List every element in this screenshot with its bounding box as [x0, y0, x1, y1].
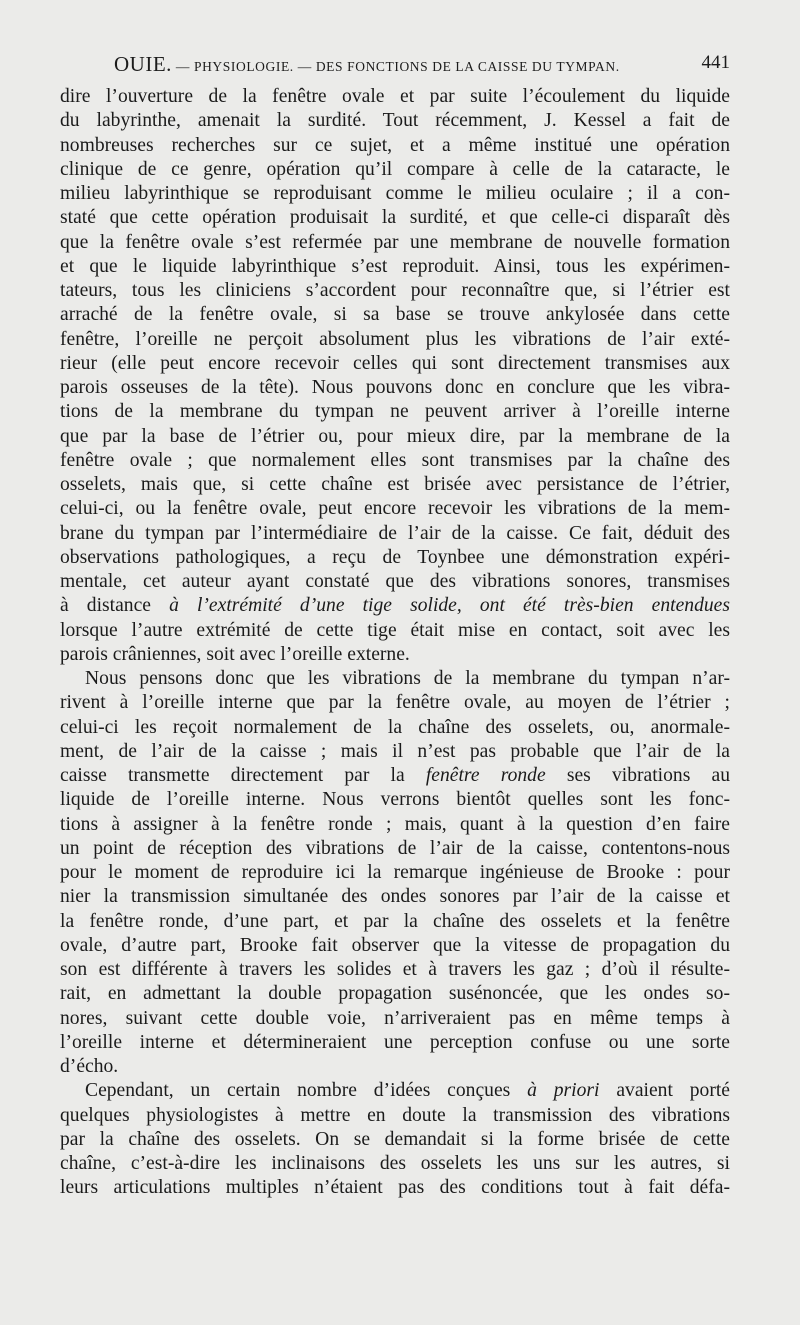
text-line: rait, en admettant la double propagation susénoncée, que les ondes so-	[60, 983, 730, 1005]
text-line: celui-ci, ou la fenêtre ovale, peut encore recevoir les vibrations de la mem-	[60, 498, 730, 520]
text-line: d’écho.	[60, 1056, 119, 1077]
text-line: observations pathologiques, a reçu de Toynbee une démonstration expéri-	[60, 546, 730, 568]
text-line: arraché de la fenêtre ovale, si sa base se trouve ankylosée dans cette	[60, 304, 730, 326]
text-line: nores, suivant cette double voie, n’arriveraient pas en même temps à	[60, 1007, 730, 1029]
text-line: milieu labyrinthique se reproduisant comme le milieu oculaire ; il a con-	[60, 183, 730, 204]
paragraph	[60, 85, 730, 667]
italic-term: à priori	[527, 1080, 600, 1102]
text-line: staté que cette opération produisait la surdité, et que celle-ci disparaît dès	[60, 207, 730, 229]
text-line: leurs articulations multiples n’étaient pas des conditions tout à fait défa-	[60, 1177, 730, 1199]
text-line: ment, de l’air de la caisse ; mais il n’est pas probable que l’air de la	[60, 740, 730, 762]
text-line: la fenêtre ronde, d’une part, et par la chaîne des osselets et la fenêtre	[60, 910, 730, 932]
page-number: 441	[701, 52, 730, 73]
running-head-chapter: — PHYSIOLOGIE. — DES FONCTIONS DE LA CAISSE DU TYMPAN.	[171, 59, 620, 74]
paragraph	[60, 1079, 730, 1200]
text-line: rivent à l’oreille interne que par la fenêtre ovale, au moyen de l’étrier ;	[60, 692, 730, 714]
italic-term: à l’extrémité d’une tige solide, ont été très-bien entendues	[150, 595, 730, 617]
text-line: à distance à l’extrémité d’une tige solide, ont été très-bien entendues	[60, 595, 730, 617]
text-line: chaîne, c’est-à-dire les inclinaisons des osselets les uns sur les autres, si	[60, 1153, 730, 1174]
text-line: tateurs, tous les cliniciens s’accordent pour reconnaître que, si l’étrier est	[60, 280, 730, 301]
text-line: un point de réception des vibrations de l’air de la caisse, contentons-nous	[60, 837, 730, 859]
text-line: Cependant, un certain nombre d’idées conçues à priori avaient porté	[85, 1080, 730, 1102]
running-head-title	[114, 52, 620, 77]
text-line: son est différente à travers les solides et à travers les gaz ; d’où il résulte-	[60, 959, 730, 980]
text-line: par la chaîne des osselets. On se demandait si la forme brisée de cette	[60, 1128, 730, 1150]
text-line: clinique de ce genre, opération qu’il compare à celle de la cataracte, le	[60, 158, 730, 180]
text-line: parois osseuses de la tête). Nous pouvons donc en conclure que les vibra-	[60, 377, 730, 398]
text-line: nier la transmission simultanée des ondes sonores par l’air de la caisse et	[60, 886, 730, 908]
text-line: l’oreille interne et détermineraient une perception confuse ou une sorte	[60, 1031, 730, 1053]
text-line: et que le liquide labyrinthique s’est reproduit. Ainsi, tous les expérimen-	[60, 255, 730, 277]
text-line: quelques physiologistes à mettre en doute la transmission des vibrations	[60, 1104, 730, 1126]
text-line: tions à assigner à la fenêtre ronde ; mais, quant à la question d’en faire	[60, 813, 730, 835]
text-line: rieur (elle peut encore recevoir celles qui sont directement transmises aux	[60, 352, 730, 374]
text-line: que par la base de l’étrier ou, pour mieux dire, par la membrane de la	[60, 425, 730, 447]
text-line: celui-ci les reçoit normalement de la chaîne des osselets, ou, anormale-	[60, 716, 730, 738]
text-line: nombreuses recherches sur ce sujet, et a même institué une opération	[60, 134, 730, 156]
text-line: lorsque l’autre extrémité de cette tige était mise en contact, soit avec les	[60, 619, 730, 641]
text-line: tions de la membrane du tympan ne peuvent arriver à l’oreille interne	[60, 401, 730, 423]
text-line: du labyrinthe, amenait la surdité. Tout récemment, J. Kessel a fait de	[60, 110, 730, 132]
text-line: Nous pensons donc que les vibrations de la membrane du tympan n’ar-	[85, 668, 730, 689]
text-line: que la fenêtre ovale s’est refermée par une membrane de nouvelle formation	[60, 231, 730, 253]
body-text	[60, 85, 730, 1201]
paragraph	[60, 667, 730, 1079]
running-head	[60, 52, 730, 76]
text-line: mentale, cet auteur ayant constaté que des vibrations sonores, transmises	[60, 571, 730, 592]
text-line: dire l’ouverture de la fenêtre ovale et par suite l’écoulement du liquide	[60, 86, 730, 107]
text-line: ovale, d’autre part, Brooke fait observer que la vitesse de propagation du	[60, 934, 730, 956]
text-line: fenêtre, l’oreille ne perçoit absolument plus les vibrations de l’air exté-	[60, 328, 730, 350]
text-line: caisse transmette directement par la fenêtre ronde ses vibrations au	[60, 765, 730, 786]
text-line: fenêtre ovale ; que normalement elles sont transmises par la chaîne des	[60, 449, 730, 471]
text-line: brane du tympan par l’intermédiaire de l’air de la caisse. Ce fait, déduit des	[60, 522, 730, 544]
running-head-section: OUIE.	[114, 52, 172, 76]
text-line: pour le moment de reproduire ici la remarque ingénieuse de Brooke : pour	[60, 862, 730, 883]
italic-term: fenêtre ronde	[425, 765, 546, 786]
text-line: osselets, mais que, si cette chaîne est brisée avec persistance de l’étrier,	[60, 474, 730, 495]
text-line: liquide de l’oreille interne. Nous verrons bientôt quelles sont les fonc-	[60, 789, 730, 811]
text-line: parois crâniennes, soit avec l’oreille externe.	[60, 643, 410, 665]
